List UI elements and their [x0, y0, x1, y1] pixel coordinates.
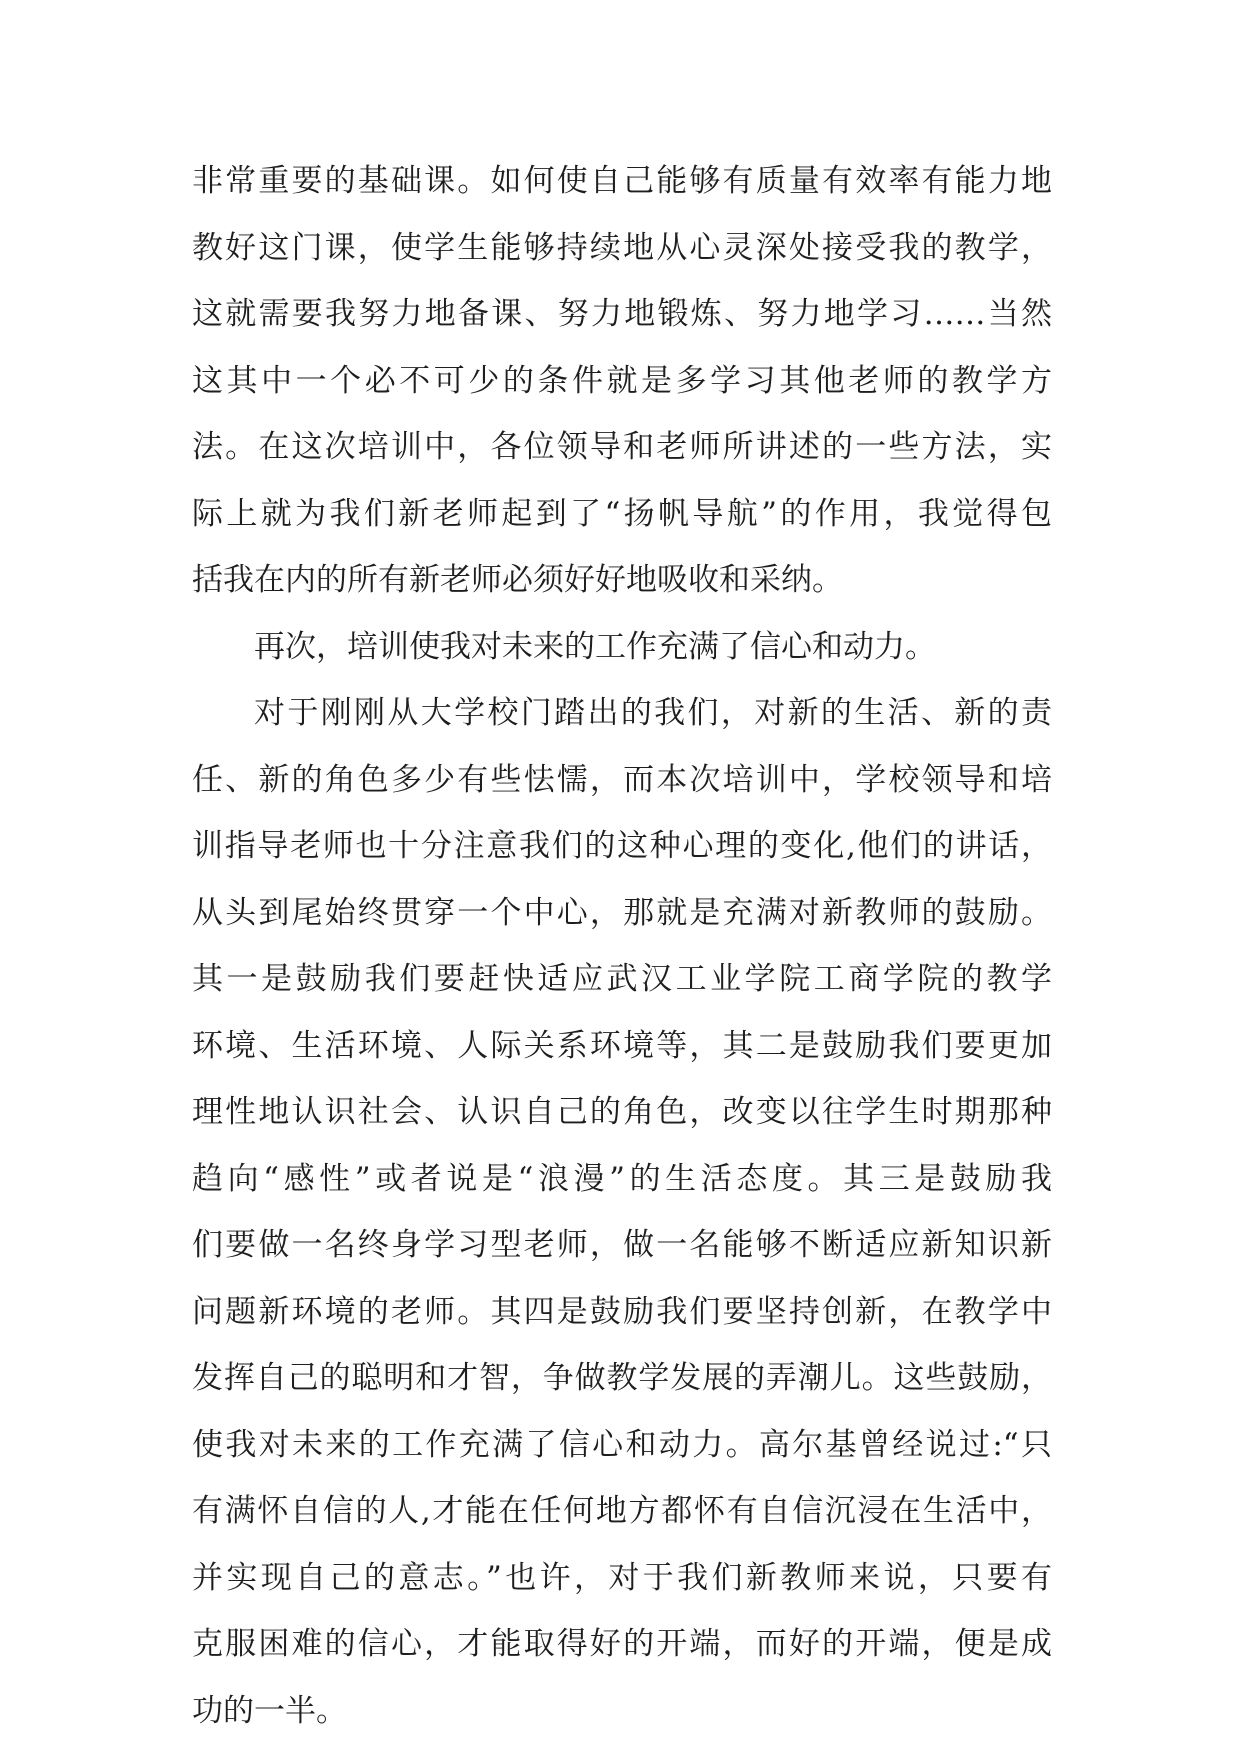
- text-line: 非常重要的基础课。如何使自己能够有质量有效率有能力地: [192, 163, 1052, 199]
- text-line: 任、新的角色多少有些怯懦，而本次培训中，学校领导和培: [192, 761, 1052, 798]
- text-line: 际上就为我们新老师起到了“扬帆导航”的作用，我觉得包: [192, 495, 1052, 532]
- text-line: 法。在这次培训中，各位领导和老师所讲述的一些方法，实: [192, 429, 1052, 465]
- text-line: 功的一半。: [192, 1692, 347, 1729]
- text-line: 括我在内的所有新老师必须好好地吸收和采纳。: [192, 562, 843, 598]
- text-line: 们要做一名终身学习型老师，做一名能够不断适应新知识新: [192, 1227, 1052, 1263]
- text-line: 其一是鼓励我们要赶快适应武汉工业学院工商学院的教学: [192, 961, 1052, 997]
- text-line: 环境、生活环境、人际关系环境等，其二是鼓励我们要更加: [192, 1027, 1052, 1064]
- text-line: 从头到尾始终贯穿一个中心，那就是充满对新教师的鼓励。: [192, 894, 1052, 931]
- text-line: 克服困难的信心，才能取得好的开端，而好的开端，便是成: [192, 1626, 1052, 1662]
- text-line: 有满怀自信的人,才能在任何地方都怀有自信沉浸在生活中，: [192, 1493, 1052, 1529]
- text-line: 这就需要我努力地备课、努力地锻炼、努力地学习……当然: [192, 296, 1052, 332]
- text-line: 发挥自己的聪明和才智，争做教学发展的弄潮儿。这些鼓励，: [192, 1360, 1052, 1396]
- text-line: 训指导老师也十分注意我们的这种心理的变化,他们的讲话，: [192, 828, 1052, 864]
- text-line: 理性地认识社会、认识自己的角色，改变以往学生时期那种: [192, 1094, 1052, 1130]
- text-line: 问题新环境的老师。其四是鼓励我们要坚持创新，在教学中: [192, 1293, 1052, 1330]
- paragraph-heading: 再次，培训使我对未来的工作充满了信心和动力。: [254, 628, 936, 665]
- text-line: 对于刚刚从大学校门踏出的我们，对新的生活、新的责: [254, 695, 1052, 731]
- text-line: 教好这门课，使学生能够持续地从心灵深处接受我的教学，: [192, 229, 1052, 266]
- text-line: 趋向“感性”或者说是“浪漫”的生活态度。其三是鼓励我: [192, 1160, 1052, 1197]
- text-line: 使我对未来的工作充满了信心和动力。高尔基曾经说过:“只: [192, 1426, 1052, 1463]
- body-text: [192, 148, 1052, 1744]
- text-line: 这其中一个必不可少的条件就是多学习其他老师的教学方: [192, 362, 1052, 399]
- text-line: 并实现自己的意志。”也许，对于我们新教师来说，只要有: [192, 1559, 1052, 1596]
